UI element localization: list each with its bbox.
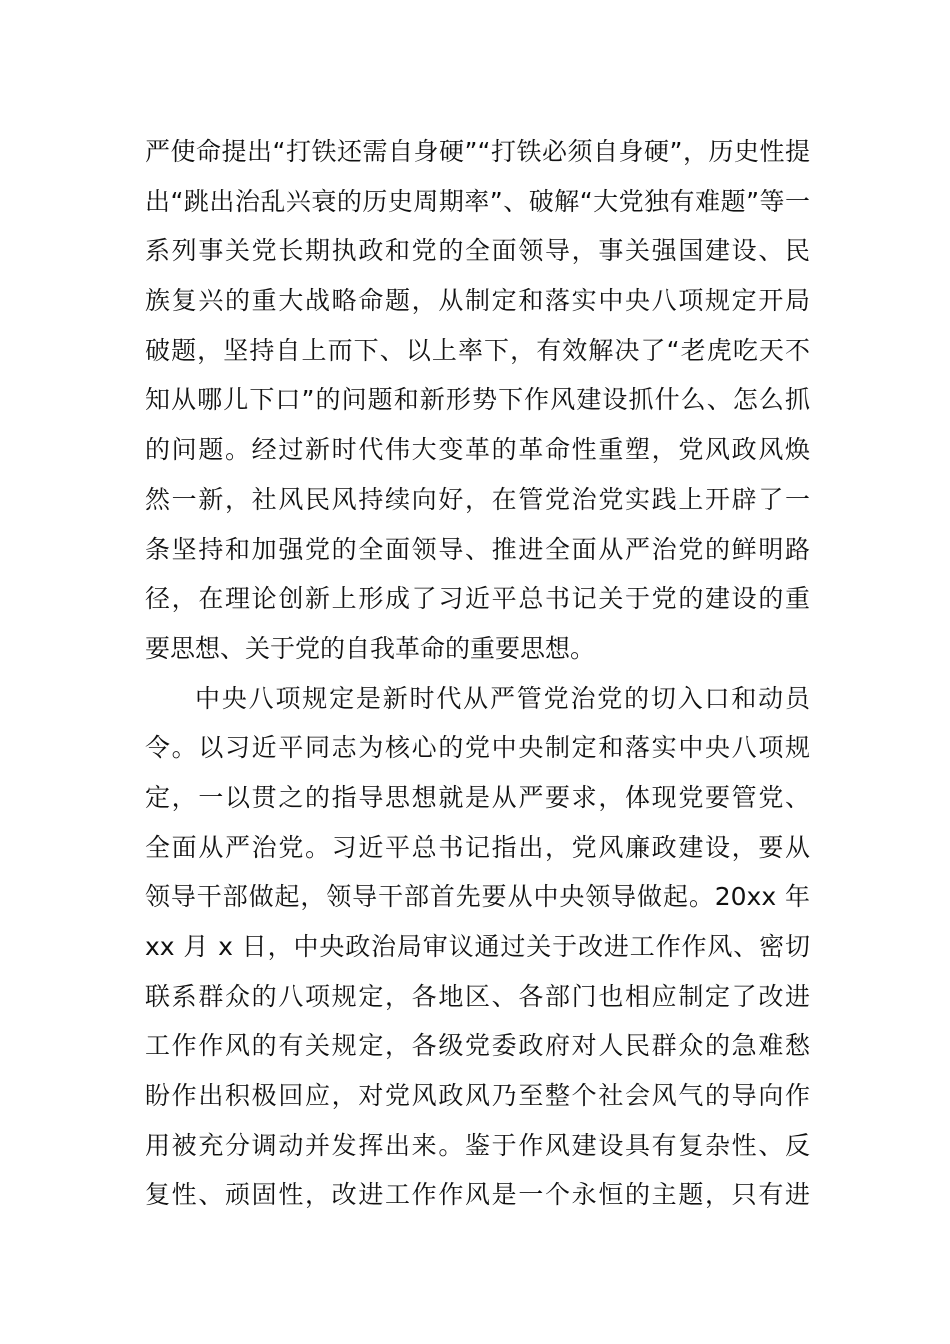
text-line: 复性、顽固性，改进工作作风是一个永恒的主题，只有进 bbox=[145, 1180, 810, 1210]
text-line: 然一新，社风民风持续向好，在管党治党实践上开辟了一 bbox=[145, 484, 810, 514]
text-line: 的问题。经过新时代伟大变革的革命性重塑，党风政风焕 bbox=[145, 435, 810, 465]
text-line: 全面从严治党。习近平总书记指出，党风廉政建设，要从 bbox=[145, 832, 810, 862]
text-line: 知从哪儿下口”的问题和新形势下作风建设抓什么、怎么抓 bbox=[145, 385, 810, 415]
text-line: 令。以习近平同志为核心的党中央制定和落实中央八项规 bbox=[145, 733, 810, 763]
paragraph-start-line: 中央八项规定是新时代从严管党治党的切入口和动员 bbox=[195, 683, 810, 713]
text-line: 条坚持和加强党的全面领导、推进全面从严治党的鲜明路 bbox=[145, 534, 810, 564]
text-line: 定，一以贯之的指导思想就是从严要求，体现党要管党、 bbox=[145, 782, 810, 812]
body-text bbox=[145, 127, 810, 1220]
text-line: 径，在理论创新上形成了习近平总书记关于党的建设的重 bbox=[145, 584, 810, 614]
paragraph-end-line: 要思想、关于党的自我革命的重要思想。 bbox=[145, 633, 596, 663]
text-line: xx 月 x 日，中央政治局审议通过关于改进工作作风、密切 bbox=[145, 932, 810, 961]
text-line: 严使命提出“打铁还需自身硬”“打铁必须自身硬”，历史性提 bbox=[145, 137, 810, 166]
text-line: 联系群众的八项规定，各地区、各部门也相应制定了改进 bbox=[145, 981, 810, 1011]
text-line: 族复兴的重大战略命题，从制定和落实中央八项规定开局 bbox=[145, 286, 810, 316]
text-line: 出“跳出治乱兴衰的历史周期率”、破解“大党独有难题”等一 bbox=[145, 186, 810, 216]
text-line: 系列事关党长期执政和党的全面领导，事关强国建设、民 bbox=[145, 236, 810, 266]
text-line: 领导干部做起，领导干部首先要从中央领导做起。20xx 年 bbox=[145, 882, 810, 912]
text-line: 工作作风的有关规定，各级党委政府对人民群众的急难愁 bbox=[145, 1031, 810, 1061]
text-line: 盼作出积极回应，对党风政风乃至整个社会风气的导向作 bbox=[145, 1081, 810, 1111]
text-line: 用被充分调动并发挥出来。鉴于作风建设具有复杂性、反 bbox=[145, 1130, 810, 1160]
text-line: 破题，坚持自上而下、以上率下，有效解决了“老虎吃天不 bbox=[145, 335, 810, 365]
